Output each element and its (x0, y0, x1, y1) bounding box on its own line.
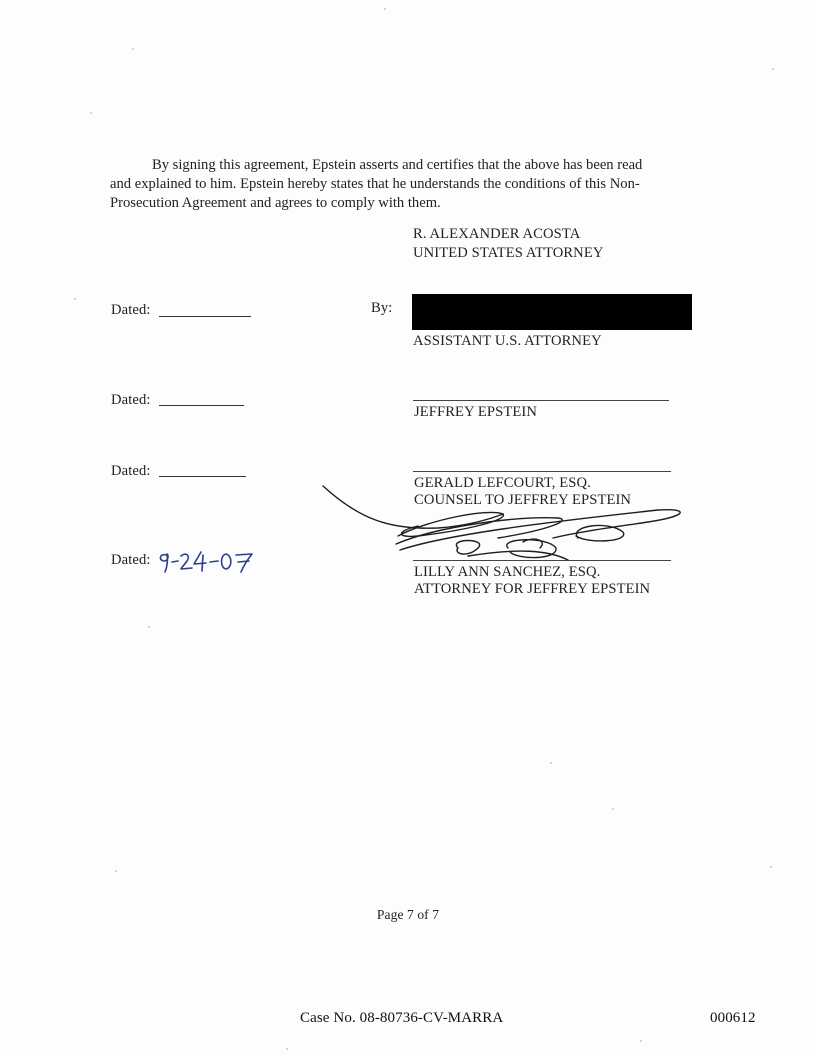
signature-line (413, 400, 669, 401)
paragraph-line: By signing this agreement, Epstein asserts and certifies that the above has been read (152, 157, 643, 173)
bates-number: 000612 (710, 1010, 756, 1026)
scan-speck (384, 8, 386, 10)
scan-speck (115, 870, 117, 872)
scan-speck (612, 808, 614, 810)
scan-speck (640, 1040, 642, 1042)
signatory-name: JEFFREY EPSTEIN (414, 404, 537, 420)
paragraph-line: and explained to him. Epstein hereby states that he understands the conditions of this Non- (110, 176, 640, 192)
scan-speck (550, 762, 552, 764)
signatory-name: LILLY ANN SANCHEZ, ESQ. (414, 564, 601, 580)
signatory-title: ATTORNEY FOR JEFFREY EPSTEIN (414, 581, 651, 597)
signature-scrawl (318, 478, 698, 593)
scan-speck (148, 626, 150, 628)
scan-speck (90, 112, 92, 114)
page-number: Page 7 of 7 (376, 907, 440, 922)
us-attorney-title: UNITED STATES ATTORNEY (413, 245, 604, 261)
paragraph-line: Prosecution Agreement and agrees to comply with them. (110, 195, 441, 211)
handwritten-date-ink (156, 546, 276, 574)
us-attorney-name: R. ALEXANDER ACOSTA (413, 226, 581, 242)
signature-line (413, 471, 671, 472)
signatory-title: COUNSEL TO JEFFREY EPSTEIN (414, 492, 632, 508)
signatory-name: GERALD LEFCOURT, ESQ. (414, 475, 591, 491)
by-label: By: (371, 300, 393, 316)
redaction-box (412, 294, 692, 330)
dated-label: Dated: (111, 463, 151, 479)
agreement-paragraph (110, 156, 670, 213)
date-blank-line (159, 316, 251, 317)
scan-speck (286, 1048, 288, 1050)
scan-speck (132, 48, 134, 50)
dated-label: Dated: (111, 552, 151, 568)
signature-ink (318, 478, 698, 588)
scan-speck (74, 298, 76, 300)
date-blank-line (159, 476, 246, 477)
scan-speck (770, 866, 772, 868)
handwritten-date (156, 546, 276, 579)
ausa-title: ASSISTANT U.S. ATTORNEY (413, 333, 602, 349)
case-number: Case No. 08-80736-CV-MARRA (300, 1010, 504, 1026)
dated-label: Dated: (111, 302, 151, 318)
date-blank-line (159, 405, 244, 406)
dated-label: Dated: (111, 392, 151, 408)
scan-speck (772, 68, 774, 70)
